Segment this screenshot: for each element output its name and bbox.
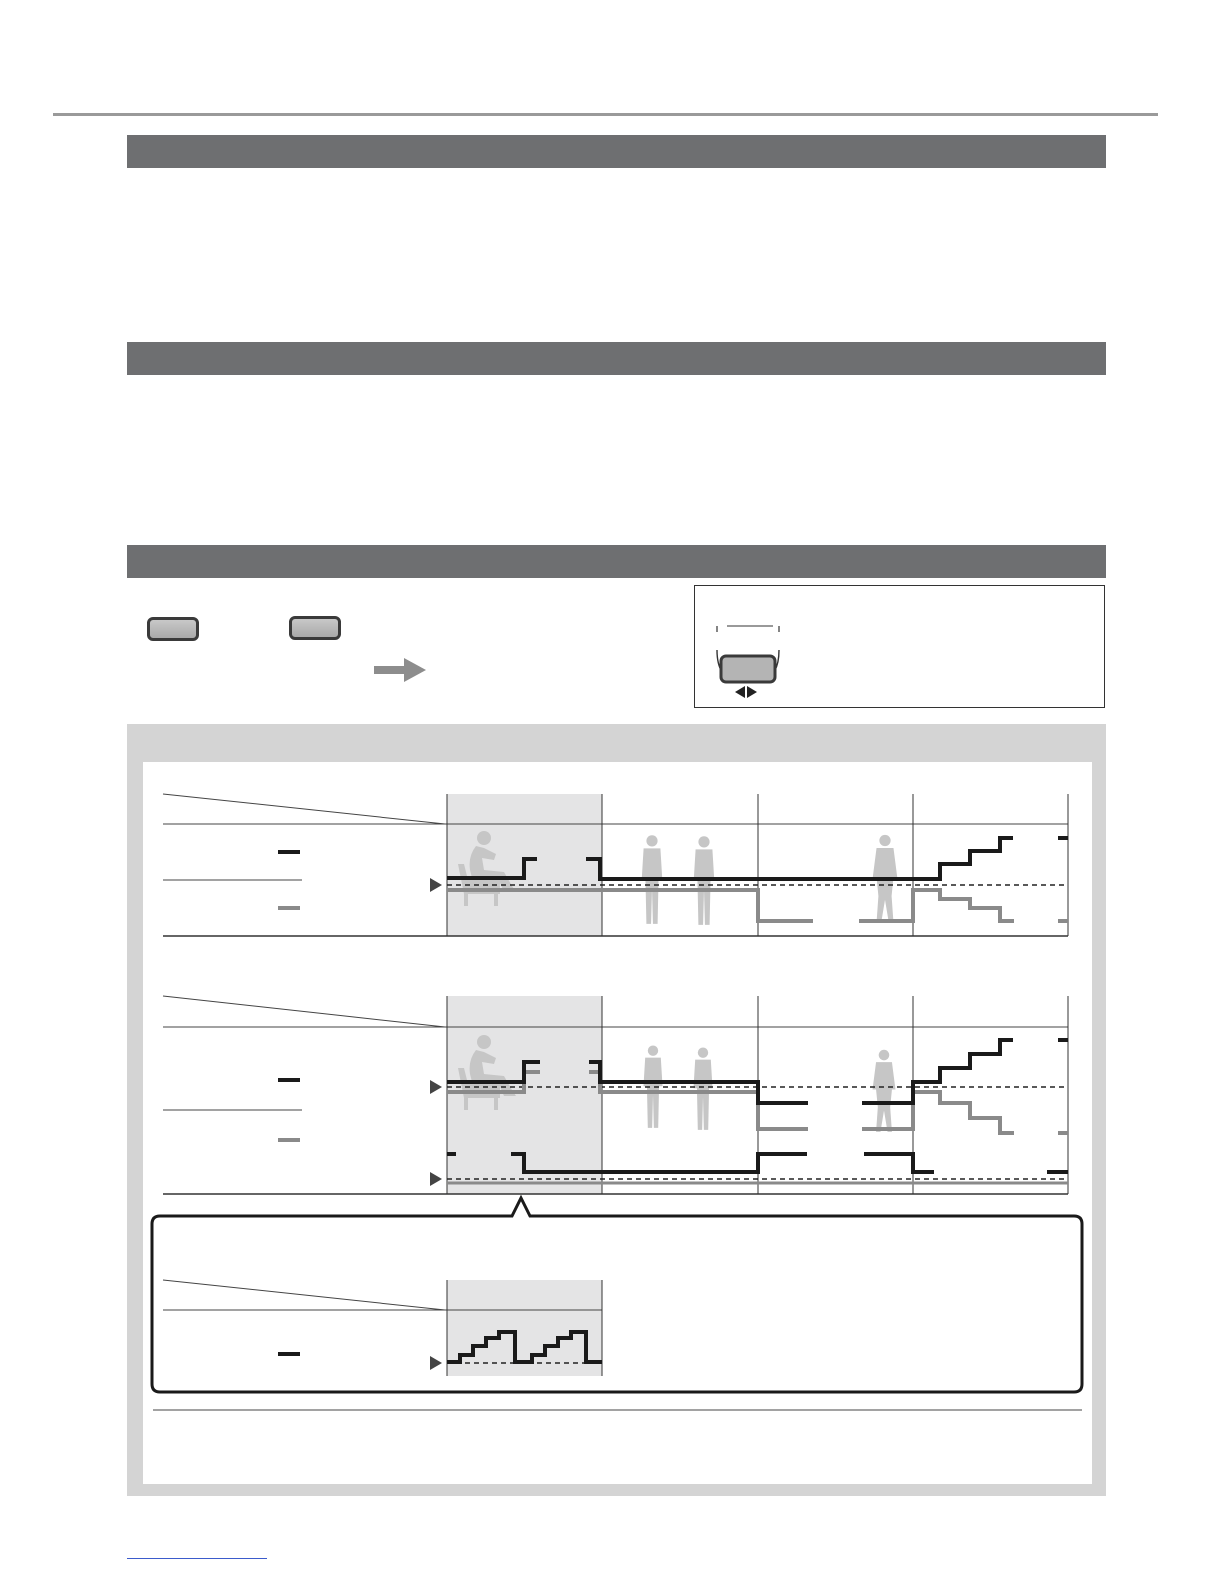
diagram-1 bbox=[163, 794, 1068, 936]
pointer-triangle-icon bbox=[430, 1172, 442, 1186]
pointer-triangle-icon bbox=[430, 878, 442, 892]
pointer-triangle-icon bbox=[430, 1080, 442, 1094]
diagram-2 bbox=[163, 996, 1068, 1194]
callout-box bbox=[152, 1198, 1082, 1392]
footer-link[interactable] bbox=[127, 1558, 267, 1559]
